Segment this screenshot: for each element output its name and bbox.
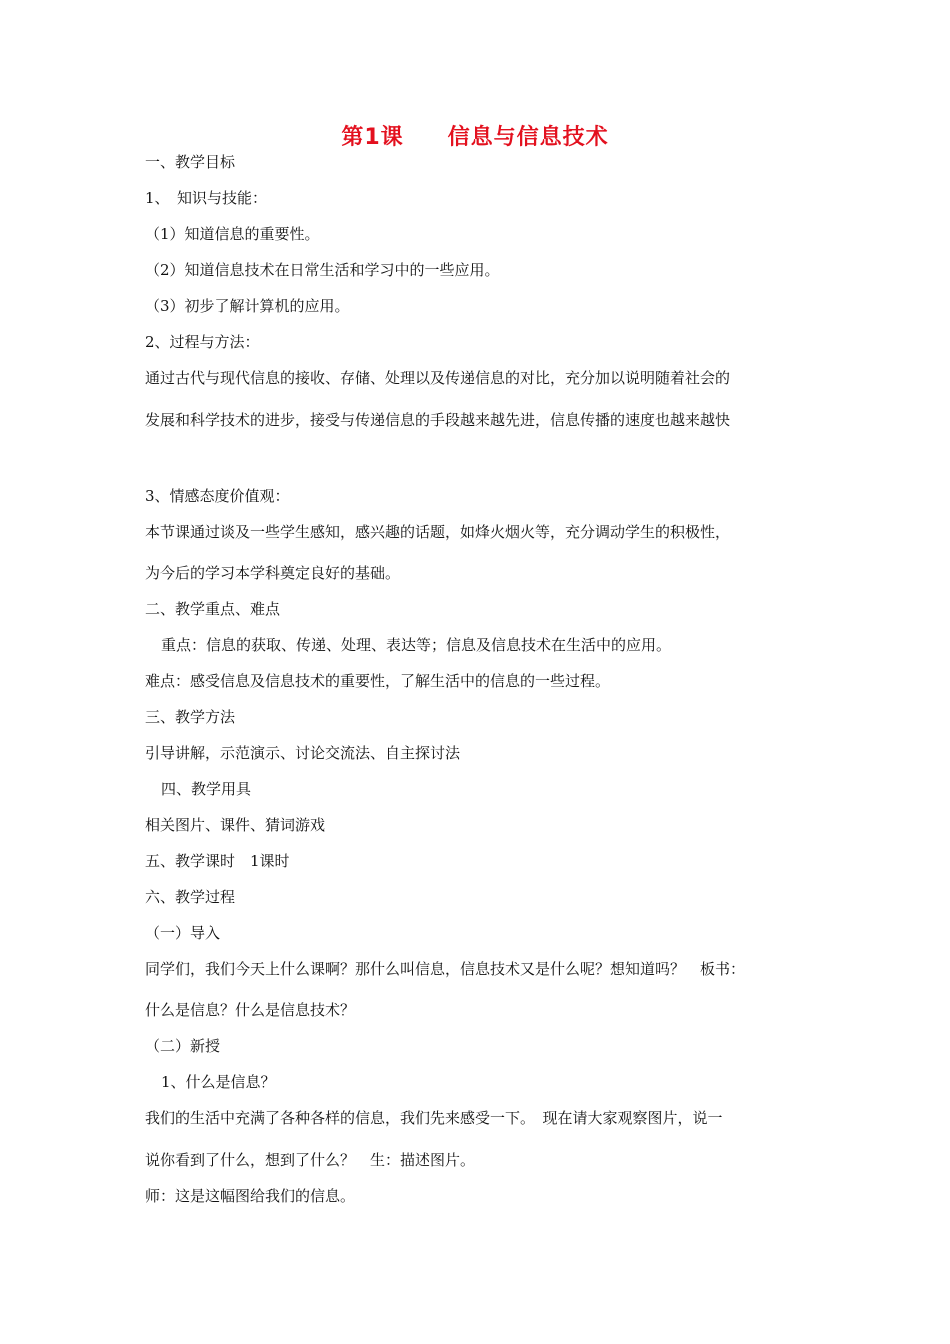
section-heading-hours: 五、教学课时 1课时 xyxy=(145,852,290,870)
paragraph-line: 我们的生活中充满了各种各样的信息，我们先来感受一下。 现在请大家观察图片，说一 xyxy=(145,1109,723,1127)
lesson-title: 信息与信息技术 xyxy=(447,125,609,150)
section-heading-tools: 四、教学用具 xyxy=(161,780,252,798)
paragraph-line: （3）初步了解计算机的应用。 xyxy=(145,297,350,315)
subsection-process: 2、过程与方法： xyxy=(145,333,260,351)
paragraph-line: 相关图片、课件、猜词游戏 xyxy=(145,816,326,834)
paragraph-line: 同学们，我们今天上什么课啊？那什么叫信息，信息技术又是什么呢？想知道吗？ 板书： xyxy=(145,960,746,978)
paragraph-line: 引导讲解，示范演示、讨论交流法、自主探讨法 xyxy=(145,744,461,762)
lesson-number: 第1课 xyxy=(341,125,404,150)
section-heading-objectives: 一、教学目标 xyxy=(145,153,236,171)
paragraph-line: 师：这是这幅图给我们的信息。 xyxy=(145,1187,356,1205)
paragraph-line: 说你看到了什么，想到了什么？ 生：描述图片。 xyxy=(145,1151,476,1169)
paragraph-line: （2）知道信息技术在日常生活和学习中的一些应用。 xyxy=(145,261,500,279)
paragraph-line: 为今后的学习本学科奠定良好的基础。 xyxy=(145,564,401,582)
subsection-knowledge: 1、 知识与技能： xyxy=(145,189,268,207)
subsection-attitude: 3、情感态度价值观： xyxy=(145,487,290,505)
paragraph-line: （1）知道信息的重要性。 xyxy=(145,225,320,243)
subsection-intro: （一）导入 xyxy=(145,924,221,942)
section-heading-key-points: 二、教学重点、难点 xyxy=(145,600,281,618)
paragraph-line: 难点：感受信息及信息技术的重要性，了解生活中的信息的一些过程。 xyxy=(145,672,611,690)
section-heading-methods: 三、教学方法 xyxy=(145,708,236,726)
paragraph-line: 重点：信息的获取、传递、处理、表达等；信息及信息技术在生活中的应用。 xyxy=(161,636,672,654)
paragraph-line: 本节课通过谈及一些学生感知，感兴趣的话题，如烽火烟火等，充分调动学生的积极性， xyxy=(145,523,731,541)
section-heading-process: 六、教学过程 xyxy=(145,888,236,906)
subsection-new-lesson: （二）新授 xyxy=(145,1037,221,1055)
document-title xyxy=(0,120,950,151)
subsection-what-is-info: 1、什么是信息？ xyxy=(161,1073,276,1091)
paragraph-line: 发展和科学技术的进步，接受与传递信息的手段越来越先进，信息传播的速度也越来越快 xyxy=(145,411,731,429)
paragraph-line: 通过古代与现代信息的接收、存储、处理以及传递信息的对比，充分加以说明随着社会的 xyxy=(145,369,731,387)
paragraph-line: 什么是信息？什么是信息技术？ xyxy=(145,1001,356,1019)
